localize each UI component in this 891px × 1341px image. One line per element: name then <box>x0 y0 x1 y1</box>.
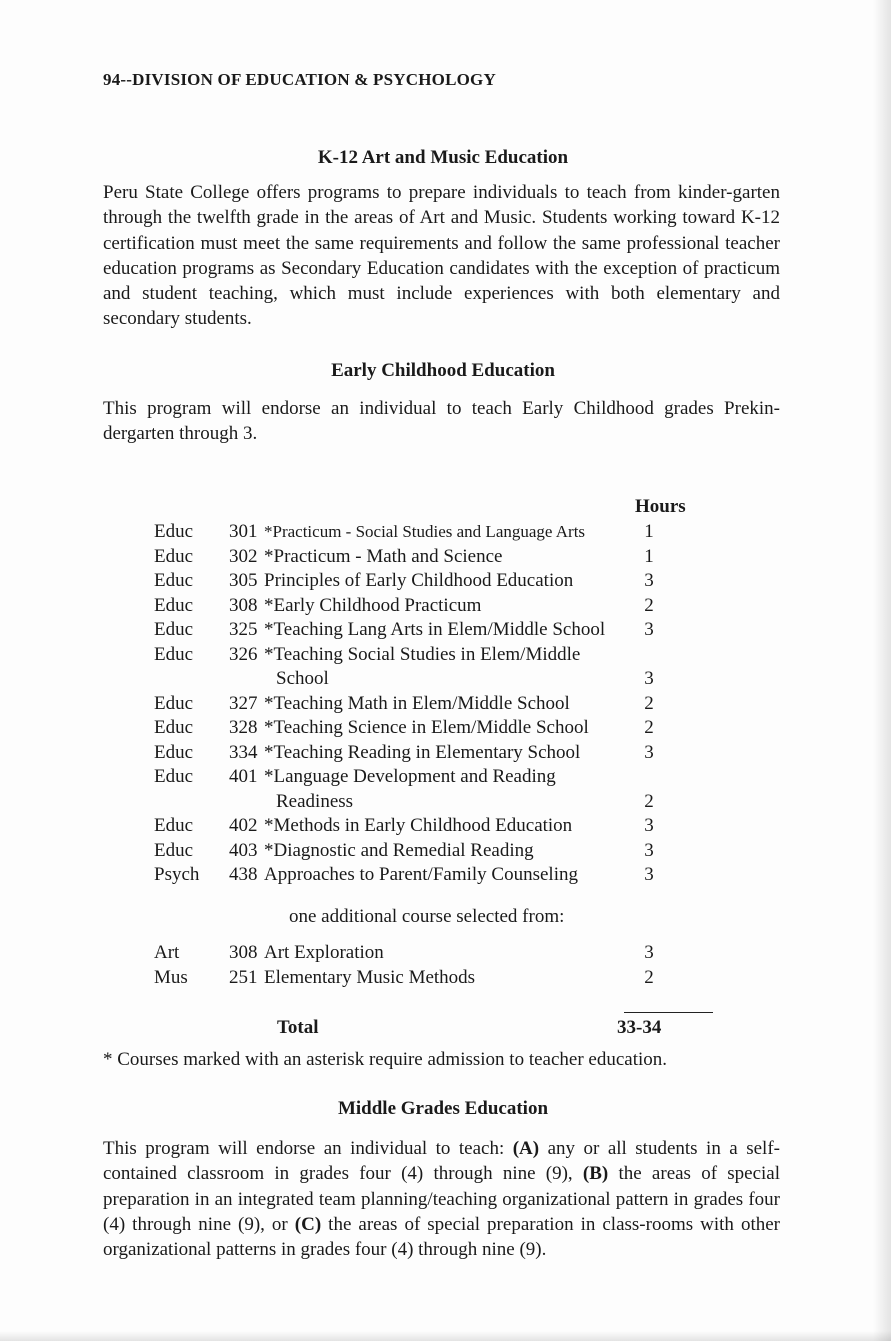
course-number: 302 <box>229 545 258 567</box>
course-hours: 2 <box>644 717 654 738</box>
running-head: 94--DIVISION OF EDUCATION & PSYCHOLOGY <box>103 70 496 89</box>
course-title: *Teaching Social Studies in Elem/Middle <box>264 643 581 665</box>
course-dept: Educ <box>154 741 194 763</box>
course-number: 305 <box>229 570 258 591</box>
course-hours: 2 <box>644 594 654 616</box>
course-number: 334 <box>229 741 258 763</box>
course-number: 328 <box>229 717 258 738</box>
course-title: Art Exploration <box>264 942 384 963</box>
course-hours: 3 <box>644 942 654 963</box>
total-value: 33-34 <box>617 1017 662 1038</box>
course-hours: 3 <box>644 570 654 591</box>
course-title: *Diagnostic and Remedial Reading <box>264 839 534 861</box>
course-dept: Educ <box>154 570 194 591</box>
asterisk-footnote: * Courses marked with an asterisk require admission to teacher education. <box>103 1049 668 1070</box>
middle-grades-paragraph <box>103 1136 780 1262</box>
course-hours: 2 <box>644 790 654 812</box>
elective-note: one additional course selected from: <box>289 906 565 927</box>
course-dept: Educ <box>154 594 194 616</box>
course-dept: Educ <box>154 521 194 542</box>
course-row <box>103 717 783 742</box>
total-rule <box>624 1012 713 1013</box>
course-title-continued: School <box>276 668 329 689</box>
page-bottom-shadow <box>0 1331 891 1341</box>
option-b-label: (B) <box>582 1163 609 1185</box>
course-row <box>103 546 783 571</box>
course-dept: Psych <box>154 864 200 885</box>
course-number: 308 <box>229 594 258 616</box>
course-title: Principles of Early Childhood Education <box>264 570 574 591</box>
course-row <box>103 595 783 620</box>
course-row <box>103 643 783 689</box>
early-childhood-paragraph: This program will endorse an individual to teach Early Childhood grades Prekin-dergarten through 3. <box>103 398 780 445</box>
course-number: 438 <box>229 864 258 885</box>
mg-text-3: the areas of special preparation in an integrated team planning/teaching organizational pattern in grades four (4) through nine (9), or <box>103 1163 781 1235</box>
course-row <box>103 864 783 889</box>
hours-column-header: Hours <box>635 496 686 517</box>
course-title: *Practicum - Math and Science <box>264 545 503 567</box>
option-c-label: (C) <box>294 1213 322 1235</box>
course-row <box>103 693 783 718</box>
course-title: *Teaching Lang Arts in Elem/Middle School <box>264 619 606 640</box>
option-a-label: (A) <box>512 1138 540 1159</box>
course-dept: Educ <box>154 766 194 787</box>
course-hours: 3 <box>644 815 654 836</box>
course-dept: Educ <box>154 619 194 640</box>
course-number: 326 <box>229 643 258 665</box>
course-row <box>103 742 783 767</box>
course-dept: Educ <box>154 692 194 714</box>
course-row <box>103 815 783 840</box>
course-number: 301 <box>229 521 258 542</box>
course-dept: Mus <box>154 966 188 988</box>
early-childhood-section-title: Early Childhood Education <box>331 360 555 381</box>
course-hours: 2 <box>644 692 654 714</box>
course-number: 327 <box>229 692 258 714</box>
course-number: 251 <box>229 966 258 988</box>
course-number: 325 <box>229 619 258 640</box>
course-number: 403 <box>229 839 258 861</box>
course-title: Elementary Music Methods <box>264 966 476 988</box>
course-dept: Educ <box>154 815 194 836</box>
course-number: 308 <box>229 942 258 963</box>
course-row <box>103 570 783 595</box>
course-dept: Educ <box>154 717 194 738</box>
total-label: Total <box>277 1017 319 1038</box>
course-number: 402 <box>229 815 258 836</box>
course-hours: 3 <box>644 668 654 689</box>
course-row <box>103 766 783 812</box>
mg-text-1: This program will endorse an individual to teach: <box>103 1138 513 1159</box>
course-dept: Educ <box>154 545 194 567</box>
course-row <box>103 967 783 992</box>
course-title: *Language Development and Reading <box>264 766 556 787</box>
course-title: *Teaching Math in Elem/Middle School <box>264 692 570 714</box>
course-row <box>103 619 783 644</box>
course-title: Approaches to Parent/Family Counseling <box>264 864 578 885</box>
course-dept: Educ <box>154 839 194 861</box>
k12-paragraph: Peru State College offers programs to prepare individuals to teach from kinder-garten through the twelfth grade in the areas of Art and Music. Students working toward K-12 certification must meet the same requirements and follow the same professional teacher education programs as Secondary Education candidates with the exception of practicum and student teaching, which must include experiences with both elementary and secondary students. <box>103 182 780 330</box>
course-hours: 2 <box>644 966 654 988</box>
course-number: 401 <box>229 766 258 787</box>
course-dept: Art <box>154 942 180 963</box>
course-hours: 1 <box>644 521 654 542</box>
course-row <box>103 840 783 865</box>
course-row <box>103 521 783 546</box>
course-title: *Early Childhood Practicum <box>264 594 482 616</box>
course-hours: 3 <box>644 741 654 763</box>
course-dept: Educ <box>154 643 194 665</box>
course-hours: 3 <box>644 619 654 640</box>
page-edge-shadow <box>873 0 891 1341</box>
course-title: *Teaching Reading in Elementary School <box>264 741 581 763</box>
course-title: *Teaching Science in Elem/Middle School <box>264 717 589 738</box>
course-title-continued: Readiness <box>276 790 354 812</box>
course-hours: 3 <box>644 864 654 885</box>
course-hours: 3 <box>644 839 654 861</box>
course-row <box>103 942 783 967</box>
mg-text-4: the areas of special preparation in class-rooms with other organizational patterns in grades four (4) through nine (9). <box>103 1213 780 1261</box>
mg-text-2: any or all students in a self-contained classroom in grades four (4) through nine (9), <box>103 1138 780 1185</box>
course-hours: 1 <box>644 545 654 567</box>
middle-grades-section-title: Middle Grades Education <box>337 1098 549 1119</box>
course-title: *Methods in Early Childhood Education <box>264 815 573 836</box>
k12-section-title: K-12 Art and Music Education <box>317 147 569 168</box>
course-title: *Practicum - Social Studies and Language Arts <box>264 522 586 541</box>
